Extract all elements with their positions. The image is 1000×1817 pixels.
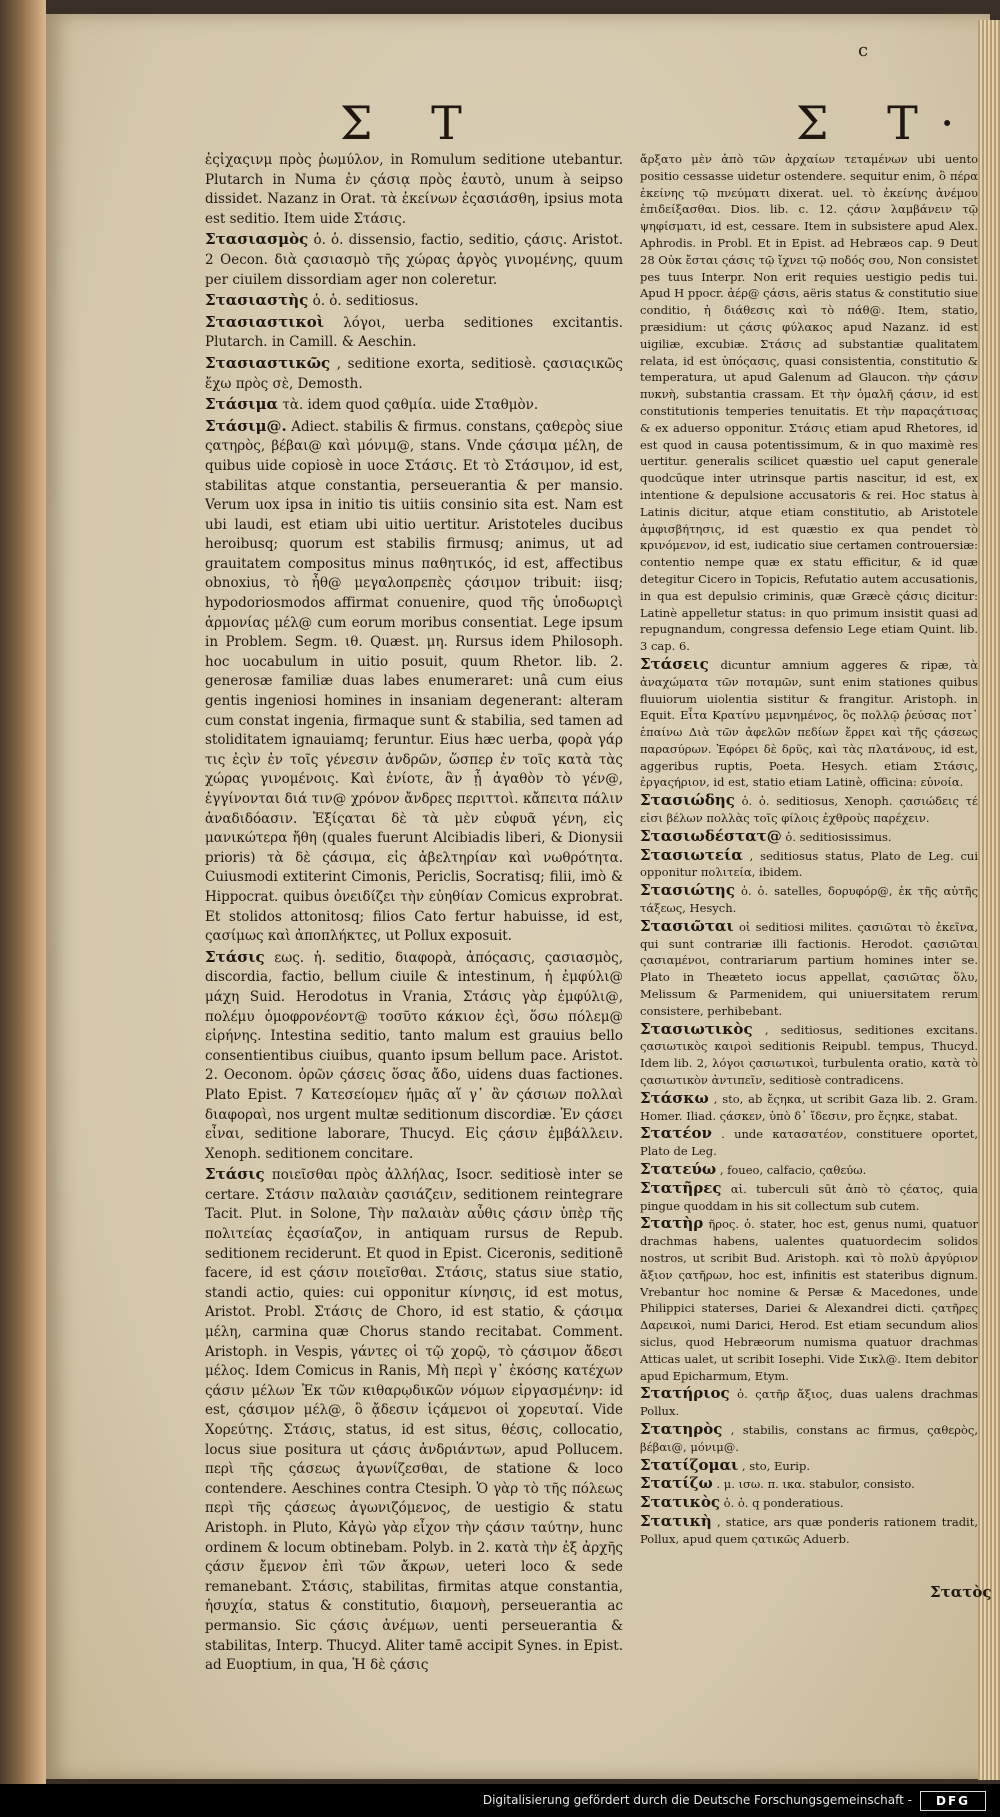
entry-text: , seditione exorta, seditiosè. ςασιαςικῶς ἔχω πρὸς σὲ, Demosth. [205,355,623,392]
dictionary-entry [640,1494,978,1512]
dictionary-entry [640,1475,978,1493]
entry-text: ὁ. ςατῆρ ἄξιος, duas ualens drachmas Pollux. [640,1387,979,1419]
dictionary-entry [205,354,623,394]
entry-text: ἄρξατο μὲν ἀπὸ τῶν ἀρχαίων τεταμένων ubi uento positio cessasse uidetur ostendere. sequitur enim, ὃ πέρα ἐκείνης τῷ πνεύματι dixerat. uel. τὸ ἐκείνης ἀνέμου ἐπιδείξασθαι. Dios. lib. c. 12. ςάσιν λαμβάνειν τῷ ψηφίσματι, id est, cessare. Item in subsistere apud Alex. Aphrodis. in Probl. Et in Epist. ad Hebræos cap. 9 Deut 28 Οὐκ ἔσται ςάσις τῷ ἴχνει τῷ ποδός σου, Non consistet pes tuus Interpr. Non erit requies uestigio pedis tui. Apud H ppocr. ἀέρ@ ςάσιs, aëris status & constitutio siue conditio, ἡ διάθεσις καὶ τὸ πάθ@. Item, statio, præsidium: ut ςάσις φύλακος apud Nazanz. id est uigiliæ, excubiæ. Στάσις ad substantiæ qualitatem relata, id est ὑπόςασις, quasi consistentia, constitutio & temperatura, ut apud Galenum ad Glaucon. τὴν ςάσιν πυκνὴ, substantia crassam. Et τὴν ὁμαλῆ ςάσιν, id est constitutionis temperies tenuitatis. Et τὴν παραςάτισας & ex aduerso opponitur. Στάσις etiam apud Rhetores, id est quod in causa potentissimum, & in quo maximè res uertitur. generalis scilicet quæstio uel caput generale quodcūque inter utrinsque partis nascitur, id est, ex intentione & depulsione accusatoris & rei. Hoc status à Latinis dicitur, atque etiam constitutio, ab Aristotele ἀμφισβήτησις, id est quæstio ex qua pendet τὸ κρινόμενον, id est, iudicatio siue certamen controuersiæ: contentio nempe quæ ex statu efficitur, & id quæ detegitur Cicero in Topicis, Refutatio autem accusationis, in qua est depulsio criminis, quæ Græcè ςάσις dicitur: Latinè appelletur status: in quo primum insistit quasi ad repugnandum, congressa defensio Lege etiam Quint. lib. 3 cap. 6. [640,152,978,654]
entry-text: λόγοι, uerba seditiones excitantis. Plutarch. in Camill. & Aeschin. [205,314,624,351]
entry-text: , stabilis, constans ac firmus, ςαθερὸς, βέβαι@, μόνιμ@. [640,1422,978,1454]
entry-headword: Στασιασμὸς [205,230,309,249]
entry-headword: Στασιωδέστατ@ [640,826,782,845]
entry-headword: Στατεύω [640,1160,717,1179]
entry-headword: Στατέον [640,1124,712,1143]
footer-text: Digitalisierung gefördert durch die Deutsche Forschungsgemeinschaft - [482,1793,912,1807]
dictionary-entry [640,847,978,882]
entry-text: ἐςἰχαςινμ πρὸς ῥωμύλον, in Romulum seditione utebantur. Plutarch in Numa ἐν ςάσιᾳ πρὸς ἑαυτὸ, unum à seipso dissidet. Nazanz in Orat. τὰ ἐκείνων ἐςασιάσθη, ipsius mota est seditio. Item uide Στάσις. [205,152,623,227]
left-column [205,150,623,1676]
entry-headword: Στατίζω [640,1474,713,1493]
dictionary-entry [205,395,623,416]
dictionary-entry [205,1165,623,1675]
dictionary-entry [205,948,623,1165]
entry-text: αἱ. tuberculi sūt ἀπὸ τὸ ςέατος, quia pingue quoddam in his sit collectum sub cutem. [640,1181,978,1213]
entry-text: ὁ. seditiosissimus. [785,829,892,844]
page-edge [978,20,1000,1780]
entry-text: . μ. ισω. π. ικα. stabulor, consisto. [716,1477,915,1492]
dictionary-entry [640,1513,978,1548]
catchword: Στατὸς [930,1583,992,1601]
entry-headword: Στάσεις [640,654,709,673]
dictionary-entry [640,656,978,791]
entry-text: ῆρος. ὁ. stater, hoc est, genus numi, quatuor drachmas habens, ualentes quatuordecim solidos nostros, ut scribit Bud. Aristoph. καὶ τὸ πολὺ ἀργύριον ἄξιον ςατῆρων, hoc est, infinitis est stateribus dignum. Vrebantur hoc nomine & Persæ & Macedones, unde Philippici staterses, Dariei & Alexandrei dicti. ςατῆρες Δαρεικοὶ, numi Darici, Herod. Est etiam secundum alios siclus, quod Hebræorum numisma quatuor drachmas Atticas ualet, ut scribit Iosephi. Vide Σικλ@. Item debitor apud Epicharmum, Etym. [640,1217,979,1383]
dictionary-entry [205,291,623,312]
right-column [640,150,978,1548]
corner-mark: c [858,40,869,61]
dictionary-entry [205,417,623,947]
dictionary-entry [205,313,623,353]
entry-headword: Στασιώτης [640,881,735,900]
entry-text: εως. ἡ. seditio, διαφορὰ, ἀπόςασις, ςασιασμὸς, discordia, factio, bellum ciuile & intestinum, ἡ ἐμφύλι@ μάχη Suid. Herodotus in Vrania, Στάσις γὰρ ἐμφύλι@, πολέμυ ὁμοφρονέοντ@ τοσῦτο κάκιον ἐςὶ, ὅσω πόλεμ@ εἰρήνης. Intestina seditio, tanto malum est grauius bello consentientibus ciuibus, quanto ipsum bellum pace. Aristot. 2. Oeconom. ὁρῶν ςάσεις ὅσας ἄδο, uidens duas factiones. Plato Epist. 7 Κατεσείομεν ἡμᾶς αἵ γ᾽ ἂν ςάσιων πολλαὶ διαφοραὶ, nos urgent multæ seditionum discordiæ. Ἐν ςάσει εἶναι, seditione laborare, Thucyd. Εἰς ςάσιν ἐμβάλλειν. Xenoph. seditionem concitare. [205,949,623,1162]
entry-text: . unde κατασατέον, constituere oportet, Plato de Leg. [640,1127,978,1159]
entry-text: ὁ. ὁ. satelles, δορυφόρ@, ἐκ τῆς αὐτῆς τάξεως, Hesych. [640,884,978,916]
entry-headword: Στατικὴ [640,1511,712,1530]
entry-text: , foueo, calfacio, ςαθεύω. [719,1163,867,1178]
dictionary-entry [640,151,978,655]
entry-headword: Στατὴρ [640,1214,704,1233]
entry-headword: Στατικὸς [640,1493,720,1512]
entry-headword: Στατῆρες [640,1178,722,1197]
entry-text: , seditiosus, seditiones excitans. ςασιωτικὸς καιροὶ seditionis Reipubl. tempus, Thucyd. Idem lib. 2, λόγοι ςασιωτικοὶ, turbulenta oratio, κατὰ τὸ ςασιωτικὸν ἀντιπεῖν, seditiosè contradicens. [640,1022,978,1088]
dictionary-entry [640,1180,978,1215]
entry-text: ὁ. ὁ. seditiosus, Xenoph. ςασιώδεις τέ εἰσι βέλων πολλὰς τοῖς φίλοις ἐχθροὺς παρέχειν. [640,794,978,826]
entry-text: dicuntur amnium aggeres & ripæ, τὰ ἀναχώματα τῶν ποταμῶν, sunt enim stationes quibus fluuiorum uiolentia sistitur & frangitur. Aristoph. in Equit. Εἶτα Κρατίνυ μεμνημένος, ὃς πολλῷ ῥεύσας ποτ᾽ ἐπαίνω Διὰ τῶν ἀφελῶν πεδίων ἔρρει καὶ τῆς ςάσεως παρασύρων. Ἐφόρει δὲ δρῦς, καὶ τὰς πλατάνους, id est, aggeribus ruptis, Poeta. Hesych. etiam Στάσις, ἐργαςήριον, id est, statio etiam Latinè, officina: εὐνοία. [640,657,979,790]
entry-text: Adiect. stabilis & firmus. constans, ςαθερὸς siue ςατηρὸς, βέβαι@ καὶ μόνιμ@, stans. Vnde ςάσιμα μέλη, de quibus uide copiosè in uoce Στάσις. Et τὸ Στάσιμον, id est, stabilitas atque constantia, perseuerantia & per mansio. Verum uox ipsa in initio tis uitiis consinio sita est. Nam est ubi laudi, est etiam ubi uitio uertitur. Aristoteles ducibus heroibusq; quorum est stabilis firmusq; animus, ut ad grauitatem compositus minus παθητικός, id est, affectibus obnoxius, τὸ ἦθ@ μεγαλοπρεπὲς ςάσιμον tribuit: iisq; hypodoriosmodos affirmat conuenire, quod τῆς ὑποδωριςὶ ἁρμονίας μέλ@ cum eorum moribus consentiat. Lege ipsum in Problem. Segm. ιθ. Quæst. μη. Rursus idem Philosoph. hoc uocabulum in uitio posuit, quum Rhetor. lib. 2. generosæ familiæ duas labes enumeraret: unâ cum eius gentis ingeniosi homines in insaniam degenerant: alteram cum constat ingenia, firmaque sunt & stabilia, sed tamen ad stoliditatem ignauiamq; feruntur. Eius hæc uerba, φορὰ γάρ τις ἐςὶν ἐν τοῖς γένεσιν ἀνδρῶν, ὥσπερ ἐν τοῖς κατὰ τὰς χώρας γινομένοις. Καὶ ἐνίοτε, ἂν ᾖ ἀγαθὸν τὸ γέν@, ἐγγίνονται διά τιν@ χρόνον ἄνδρες περιττοὶ. κἄπειτα πάλιν ἀναδιδόασιν. Ἐξίςαται δὲ τὰ μὲν εὐφυᾶ γένη, εἰς μανικώτερα ἤθη (quales fuerunt Alcibiadis liberi, & Dionysii prioris) τὰ δὲ ςάσιμα, εἰς ἀβελτηρίαν καὶ νωθρότητα. Cuiusmodi extiterint Cimonis, Periclis, Socratisq; filii, imò & Hippocrat. quibus ὀνειδίζει τὴν εὐηθίαν Comicus exprobrat. Et stolidos attonitosq; filios Cato fertur habuisse, id est, ςασίμως καὶ ἀποπλήκτες, ut Pollux exposuit. [205,418,624,945]
entry-text: ὁ. ὁ. q ponderatious. [723,1496,844,1511]
entry-headword: Στασιαστικοὶ [205,312,325,331]
dictionary-entry [205,151,623,229]
dictionary-entry [640,1215,978,1384]
dictionary-entry [205,230,623,290]
entry-headword: Στάσις [205,947,265,966]
dictionary-entry [640,1090,978,1125]
book-spine [0,0,46,1817]
entry-headword: Στασιώδης [640,791,735,810]
entry-headword: Στατίζομαι [640,1455,739,1474]
entry-headword: Στασιωτικὸς [640,1019,753,1038]
dictionary-entry [640,882,978,917]
entry-headword: Στασιωτεία [640,845,743,864]
entry-headword: Στάσιμ@. [205,416,287,435]
entry-headword: Στασιαστικῶς [205,353,331,372]
entry-headword: Στασιῶται [640,916,734,935]
entry-headword: Στάσκω [640,1088,709,1107]
entry-text: , statice, ars quæ ponderis rationem tradit, Pollux, apud quem ςατικῶς Aduerb. [640,1514,979,1546]
dictionary-entry [640,1457,978,1475]
entry-headword: Στάσις [205,1165,265,1184]
dictionary-entry [640,918,978,1020]
running-header-left: Σ Τ [340,96,484,150]
dictionary-entry [640,1021,978,1089]
entry-headword: Στάσιμα [205,395,279,414]
dictionary-entry [640,828,978,846]
entry-headword: Στασιαστὴς [205,291,309,310]
dictionary-entry [640,1421,978,1456]
entry-headword: Στατήριος [640,1384,730,1403]
entry-text: οἱ seditiosi milites. ςασιῶται τὸ ἐκεῖνα, qui sunt contrariæ illi factionis. Herodot. ςασιῶται ςασιαμένοι, contrariarum partium homines inter se. Plato in Theæteto iocus appellat, ςασιῶτας ὅλυ, Melissum & Parmenidem, qui uniuersitatem rerum consistere, perhibebant. [640,919,979,1018]
dictionary-entry [640,1125,978,1160]
dictionary-entry [640,792,978,827]
entry-text: τὰ. idem quod ςαθμία. uide Σταθμὸν. [282,397,539,414]
entry-text: ὁ. ὁ. seditiosus. [312,293,419,310]
entry-headword: Στατηρὸς [640,1419,723,1438]
dfg-logo: DFG [920,1791,986,1811]
dictionary-entry [640,1385,978,1420]
dictionary-entry [640,1161,978,1179]
entry-text: , seditiosus status, Plato de Leg. cui opponitur πολιτεία, ibidem. [640,848,979,880]
entry-text: , sto, Eurip. [741,1458,810,1473]
footer-bar [0,1784,1000,1817]
entry-text: , sto, ab ἔςηκα, ut scribit Gaza lib. 2. Gram. Homer. Iliad. ςάσκεν, ὑπὸ δ᾽ ἴδεσιν, pro ἔςηκε, stabat. [640,1091,978,1123]
entry-text: ποιεῖσθαι πρὸς ἀλλήλας, Isocr. seditiosè inter se certare. Στάσιν παλαιὰν ςασιάζειν, seditionem reintegrare Tacit. Plut. in Solone, Τὴν παλαιὰν αὖθις ςάσιν ὑπὲρ τῆς πολιτείας ἐςασίαζον, in antiquam rursus de Repub. seditionem reciderunt. Et quod in Epist. Ciceronis, seditionē facere, id est ςάσιν ποιεῖσθαι. Στάσις, status siue statio, standi actio, quies: cui opponitur κίνησις, id est motus, Aristot. Probl. Στάσις de Choro, id est statio, & ςάσιμα μέλη, carmina quæ Chorus stando recitabat. Comment. Aristoph. in Vespis, γάντες οἱ τῷ χορῷ, τὸ ςάσιμον ἄδεσι μέλος. Idem Comicus in Ranis, Μὴ περὶ γ᾽ ἐκόσης κατέχων ςάσιν μέλων Ἐκ τῶν κιθαρῳδικῶν νόμων εἰργασμένην: id est, ςάσιμον μέλ@, ὃ ᾄδεσιν ἱςάμενοι οἱ χορευταί. Vide Χορεύτης. Στάσις, status, id est situs, θέσις, collocatio, locus siue positura ut ςάσις ἀνδριάντων, apud Pollucem. περὶ τῆς ςάσεως ἀγωνίζεσθαι, de statione & loco contendere. Aeschines contra Ctesiph. Ὁ γὰρ τὸ τῆς πόλεως περὶ τῆς ςάσεως ἀγωνιζόμενος, de uestigio & statu Aristoph. in Pluto, Κἀγὼ γὰρ εἶχον τὴν ςάσιν ταύτην, hunc ordinem & locum obtinebam. Polyb. in 2. κατὰ τὴν ἐξ ἀρχῆς ςάσιν ἔμενον ἐπὶ τῶν ἄκρων, ueteri loco & sede remanebant. Στάσις, stabilitas, firmitas atque constantia, ἡσυχία, status & constitutio, διαμονὴ, perseuerantia ac permansio. Sic ςάσις ἀνέμων, uenti perseuerantia & stabilitas, Interp. Thucyd. Aliter tamē accipit Synes. in Epist. ad Euoptium, in qua, Ἡ δὲ ςάσις [205,1167,623,1674]
entry-text: ὁ. ὁ. dissensio, factio, seditio, ςάσις. Aristot. 2 Oecon. διὰ ςασιασμὸ τῆς χώρας ἀργὸς γινομένης, quum per ciuilem dissordiam ager non coleretur. [205,232,624,288]
running-header-right: Σ Τ· [796,96,977,150]
